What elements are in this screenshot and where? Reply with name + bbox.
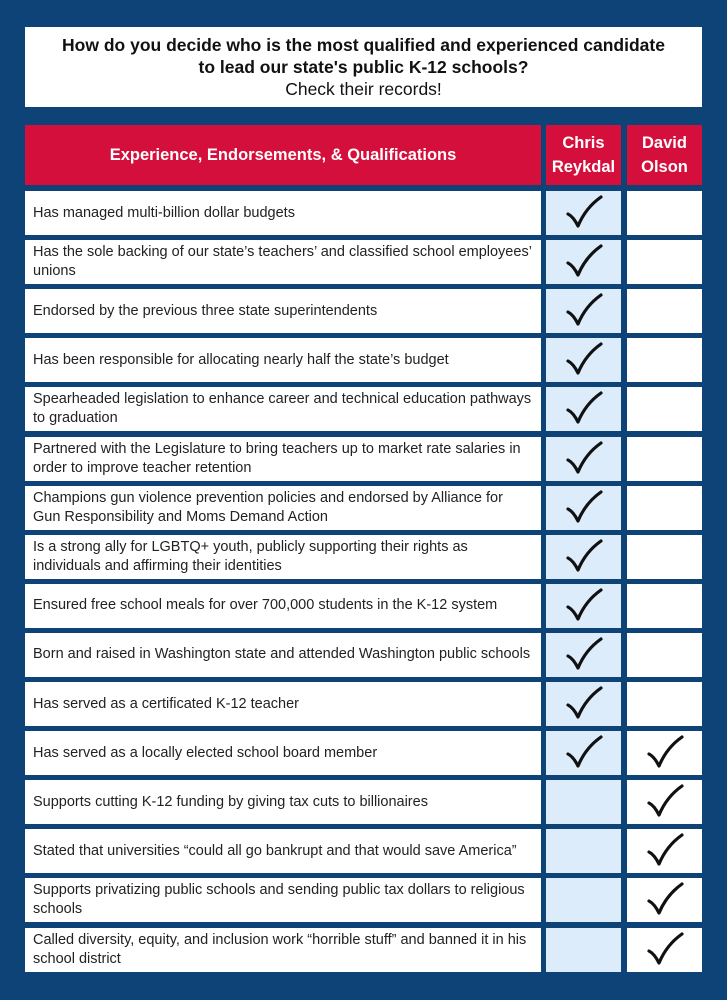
olson-cell xyxy=(627,584,702,628)
olson-cell xyxy=(627,878,702,922)
olson-cell xyxy=(627,437,702,481)
olson-cell xyxy=(627,731,702,775)
reykdal-cell xyxy=(546,731,621,775)
reykdal-cell xyxy=(546,633,621,677)
row-label: Ensured free school meals for over 700,000 students in the K-12 system xyxy=(25,584,541,628)
checkmark-icon xyxy=(565,391,603,427)
row-label: Has been responsible for allocating nearly half the state’s budget xyxy=(25,338,541,382)
row-label: Partnered with the Legislature to bring teachers up to market rate salaries in order to improve teacher retention xyxy=(25,437,541,481)
row-label: Stated that universities “could all go bankrupt and that would save America” xyxy=(25,829,541,873)
checkmark-icon xyxy=(565,490,603,526)
reykdal-cell xyxy=(546,682,621,726)
checkmark-icon xyxy=(646,882,684,918)
column-header-reykdal xyxy=(546,125,621,185)
reykdal-cell xyxy=(546,829,621,873)
row-label: Supports privatizing public schools and sending public tax dollars to religious schools xyxy=(25,878,541,922)
checkmark-icon xyxy=(565,293,603,329)
column-header-criteria: Experience, Endorsements, & Qualifications xyxy=(25,125,541,185)
olson-cell xyxy=(627,289,702,333)
reykdal-cell xyxy=(546,486,621,530)
column-header-olson xyxy=(627,125,702,185)
checkmark-icon xyxy=(646,833,684,869)
checkmark-icon xyxy=(565,588,603,624)
checkmark-icon xyxy=(565,244,603,280)
olson-cell xyxy=(627,928,702,972)
reykdal-cell xyxy=(546,191,621,235)
olson-cell xyxy=(627,535,702,579)
subtitle: Check their records! xyxy=(285,79,442,99)
row-label: Supports cutting K-12 funding by giving tax cuts to billionaires xyxy=(25,780,541,824)
checkmark-icon xyxy=(565,735,603,771)
olson-cell xyxy=(627,682,702,726)
reykdal-cell xyxy=(546,289,621,333)
reykdal-cell xyxy=(546,338,621,382)
checkmark-icon xyxy=(646,735,684,771)
row-label: Has served as a locally elected school board member xyxy=(25,731,541,775)
row-label: Spearheaded legislation to enhance career and technical education pathways to graduation xyxy=(25,387,541,431)
candidate1-first-name: Chris xyxy=(562,134,605,152)
candidate1-last-name: Reykdal xyxy=(551,158,616,176)
checkmark-icon xyxy=(646,784,684,820)
olson-cell xyxy=(627,633,702,677)
title-box xyxy=(25,27,702,107)
checkmark-icon xyxy=(565,539,603,575)
row-label: Called diversity, equity, and inclusion work “horrible stuff” and banned it in his school district xyxy=(25,928,541,972)
reykdal-cell xyxy=(546,240,621,284)
row-label: Endorsed by the previous three state superintendents xyxy=(25,289,541,333)
reykdal-cell xyxy=(546,878,621,922)
olson-cell xyxy=(627,240,702,284)
checkmark-icon xyxy=(646,932,684,968)
row-label: Has managed multi-billion dollar budgets xyxy=(25,191,541,235)
row-label: Is a strong ally for LGBTQ+ youth, publicly supporting their rights as individuals and affirming their identities xyxy=(25,535,541,579)
row-label: Born and raised in Washington state and attended Washington public schools xyxy=(25,633,541,677)
reykdal-cell xyxy=(546,928,621,972)
reykdal-cell xyxy=(546,437,621,481)
reykdal-cell xyxy=(546,584,621,628)
olson-cell xyxy=(627,829,702,873)
row-label: Has served as a certificated K-12 teacher xyxy=(25,682,541,726)
checkmark-icon xyxy=(565,342,603,378)
olson-cell xyxy=(627,338,702,382)
row-label: Champions gun violence prevention policies and endorsed by Alliance for Gun Responsibility and Moms Demand Action xyxy=(25,486,541,530)
checkmark-icon xyxy=(565,441,603,477)
checkmark-icon xyxy=(565,195,603,231)
reykdal-cell xyxy=(546,780,621,824)
candidate2-last-name: Olson xyxy=(641,158,688,176)
olson-cell xyxy=(627,486,702,530)
row-label: Has the sole backing of our state’s teachers’ and classified school employees’ unions xyxy=(25,240,541,284)
olson-cell xyxy=(627,780,702,824)
title-line-1: How do you decide who is the most qualified and experienced candidate xyxy=(62,35,665,55)
candidate2-first-name: David xyxy=(642,134,687,152)
reykdal-cell xyxy=(546,535,621,579)
reykdal-cell xyxy=(546,387,621,431)
checkmark-icon xyxy=(565,637,603,673)
olson-cell xyxy=(627,191,702,235)
checkmark-icon xyxy=(565,686,603,722)
olson-cell xyxy=(627,387,702,431)
title-line-2: to lead our state's public K-12 schools? xyxy=(198,57,529,77)
